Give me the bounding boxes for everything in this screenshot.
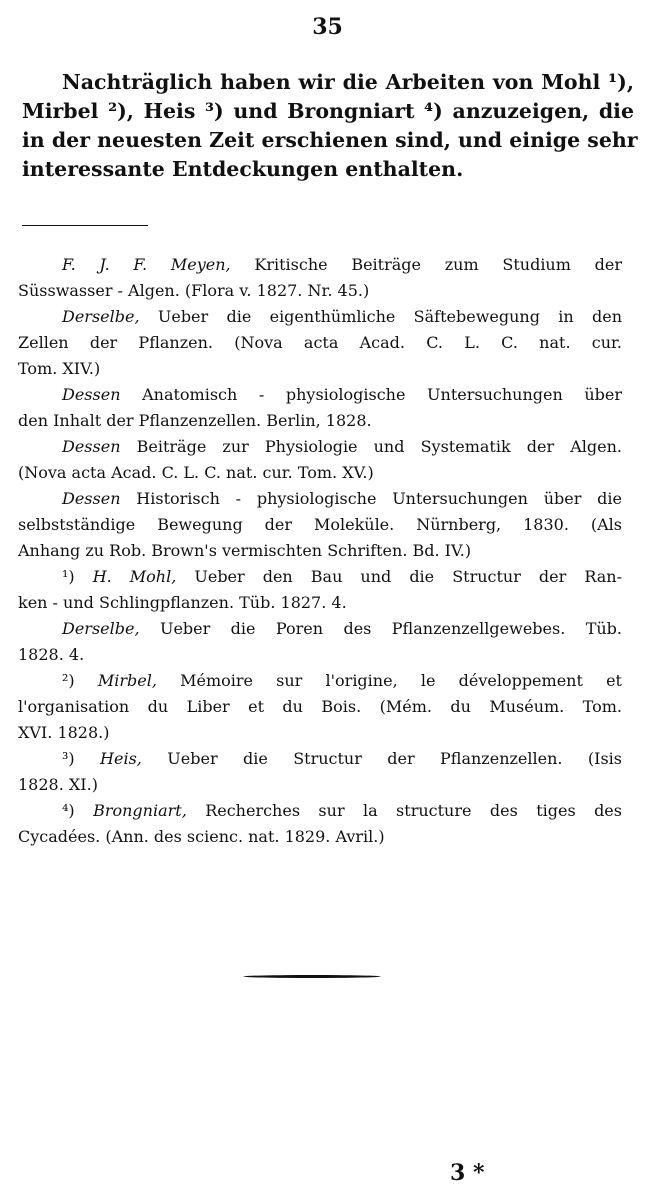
reference-author: Heis, xyxy=(100,749,142,768)
reference-text: Tom. XIV.) xyxy=(18,359,101,378)
reference-entry xyxy=(18,564,622,616)
reference-text: l'organisation du Liber et du Bois. (Mém. du Muséum. Tom. xyxy=(18,697,622,716)
reference-text: Kritische Beiträge zum Studium der xyxy=(254,255,623,274)
footnote-marker: ¹) xyxy=(62,567,75,586)
reference-text: Anatomisch - physiologische Untersuchungen über xyxy=(142,385,622,404)
reference-text: Beiträge zur Physiologie und Systematik der Algen. xyxy=(136,437,622,456)
reference-first-line xyxy=(18,382,622,408)
reference-entry xyxy=(18,668,622,746)
reference-first-line xyxy=(18,434,622,460)
reference-entry xyxy=(18,798,622,850)
footnote-divider xyxy=(22,225,148,226)
intro-line: Nachträglich haben wir die Arbeiten von Mohl ¹), xyxy=(62,70,634,94)
reference-text: (Nova acta Acad. C. L. C. nat. cur. Tom. XV.) xyxy=(18,463,374,482)
reference-text: 1828. 4. xyxy=(18,645,85,664)
reference-author: Dessen xyxy=(62,489,121,508)
intro-line: in der neuesten Zeit erschienen sind, und einige sehr xyxy=(22,128,638,152)
reference-entry xyxy=(18,434,622,486)
reference-text: Zellen der Pflanzen. (Nova acta Acad. C. L. C. nat. cur. xyxy=(18,333,622,352)
footnote-marker: ²) xyxy=(62,671,75,690)
intro-line: Mirbel ²), Heis ³) und Brongniart ⁴) anzuzeigen, die xyxy=(22,99,634,123)
reference-author: Dessen xyxy=(62,437,121,456)
reference-text: Cycadées. (Ann. des scienc. nat. 1829. Avril.) xyxy=(18,827,385,846)
reference-first-line xyxy=(18,564,622,590)
intro-line: interessante Entdeckungen enthalten. xyxy=(22,157,464,181)
reference-text: Recherches sur la structure des tiges des xyxy=(205,801,622,820)
reference-first-line xyxy=(18,252,622,278)
reference-list xyxy=(18,252,622,850)
reference-text: den Inhalt der Pflanzenzellen. Berlin, 1828. xyxy=(18,411,372,430)
footnote-marker: ⁴) xyxy=(62,801,75,820)
reference-text: Ueber den Bau und die Structur der Ran- xyxy=(194,567,622,586)
reference-entry xyxy=(18,616,622,668)
reference-entry xyxy=(18,382,622,434)
reference-text: Süsswasser - Algen. (Flora v. 1827. Nr. 45.) xyxy=(18,281,370,300)
reference-first-line xyxy=(18,304,622,330)
section-end-rule xyxy=(243,975,381,978)
reference-entry xyxy=(18,486,622,564)
reference-text: XVI. 1828.) xyxy=(18,723,110,742)
reference-entry xyxy=(18,304,622,382)
reference-entry xyxy=(18,746,622,798)
reference-first-line xyxy=(18,616,622,642)
footnote-marker: ³) xyxy=(62,749,75,768)
intro-paragraph xyxy=(22,68,638,184)
reference-author: Derselbe, xyxy=(62,619,140,638)
reference-entry xyxy=(18,252,622,304)
reference-author: H. Mohl, xyxy=(92,567,177,586)
reference-text: 1828. XI.) xyxy=(18,775,98,794)
reference-author: Dessen xyxy=(62,385,121,404)
reference-author: Mirbel, xyxy=(97,671,157,690)
reference-text: Ueber die Structur der Pflanzenzellen. (Isis xyxy=(167,749,622,768)
reference-text: selbstständige Bewegung der Moleküle. Nürnberg, 1830. (Als xyxy=(18,515,622,534)
reference-text: Anhang zu Rob. Brown's vermischten Schriften. Bd. IV.) xyxy=(18,541,472,560)
reference-author: Brongniart, xyxy=(93,801,187,820)
reference-text: Historisch - physiologische Untersuchungen über die xyxy=(136,489,622,508)
reference-author: F. J. F. Meyen, xyxy=(62,255,231,274)
reference-author: Derselbe, xyxy=(62,307,140,326)
reference-text: Ueber die eigenthümliche Säftebewegung in den xyxy=(157,307,623,326)
reference-first-line xyxy=(18,746,622,772)
reference-first-line xyxy=(18,486,622,512)
reference-text: Ueber die Poren des Pflanzenzellgewebes. Tüb. xyxy=(159,619,622,638)
reference-first-line xyxy=(18,798,622,824)
signature-mark: 3 * xyxy=(450,1160,485,1186)
reference-text: ken - und Schlingpflanzen. Tüb. 1827. 4. xyxy=(18,593,347,612)
page-number: 35 xyxy=(312,14,343,40)
reference-text: Mémoire sur l'origine, le développement et xyxy=(180,671,622,690)
reference-first-line xyxy=(18,668,622,694)
